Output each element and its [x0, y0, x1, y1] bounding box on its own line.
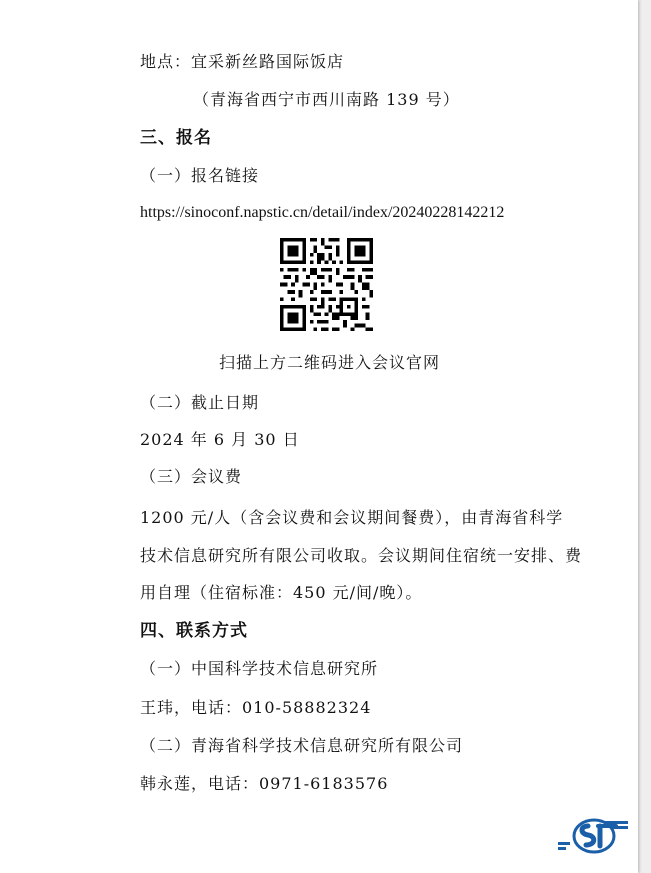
sub2-title: （二）截止日期 — [140, 393, 260, 412]
qr-caption: 扫描上方二维码进入会议官网 — [219, 353, 441, 372]
fee-line-2: 技术信息研究所有限公司收取。会议期间住宿统一安排、费 — [140, 546, 583, 565]
deadline-text: 2024 年 6 月 30 日 — [140, 430, 300, 449]
sub3-title: （三）会议费 — [140, 467, 243, 486]
section3-title: 三、报名 — [140, 128, 212, 148]
location-line: 地点：宜采新丝路国际饭店 — [140, 52, 345, 71]
contact2-person: 韩永莲，电话：0971-6183576 — [140, 774, 389, 793]
contact1-org: （一）中国科学技术信息研究所 — [140, 659, 379, 678]
fee-line-1: 1200 元/人（含会议费和会议期间餐费），由青海省科学 — [140, 508, 564, 527]
sub1-title: （一）报名链接 — [140, 166, 260, 185]
registration-link[interactable]: https://sinoconf.napstic.cn/detail/index/20240228142212 — [140, 204, 505, 221]
contact1-person: 王玮，电话：010-58882324 — [140, 698, 372, 717]
qr-code-image — [280, 238, 373, 331]
istic-logo-icon — [558, 812, 630, 858]
contact2-org: （二）青海省科学技术信息研究所有限公司 — [140, 736, 464, 755]
section4-title: 四、联系方式 — [140, 621, 248, 641]
address-line: （青海省西宁市西川南路 139 号） — [193, 90, 460, 109]
fee-line-3: 用自理（住宿标准：450 元/间/晚）。 — [140, 583, 423, 602]
